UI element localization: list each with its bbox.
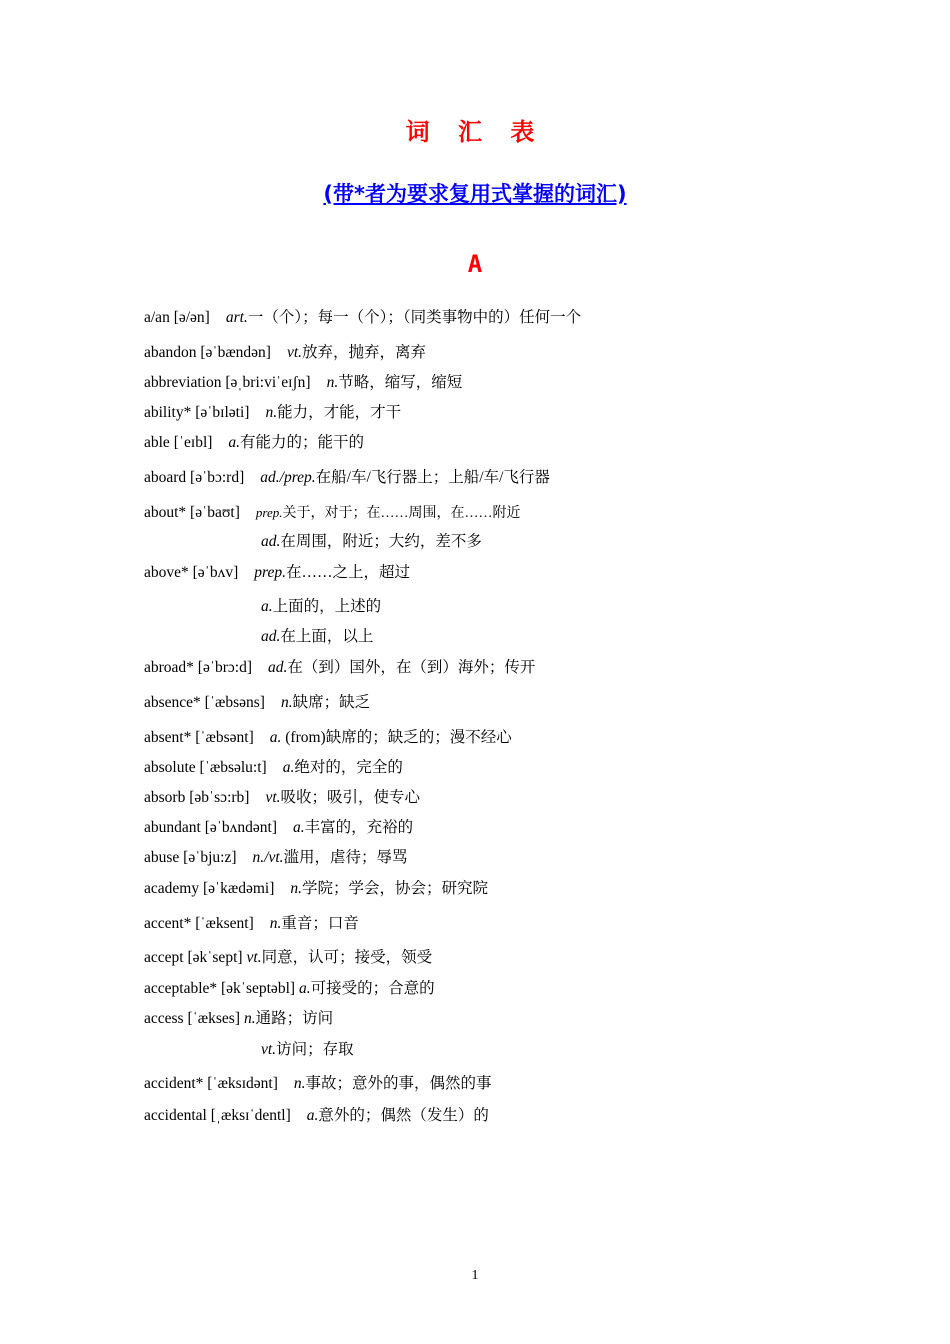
entry-pos: n. xyxy=(243,1010,256,1027)
entry-accept xyxy=(144,948,432,968)
entry-pos: n. xyxy=(280,694,293,711)
entry-pos: a. xyxy=(269,729,282,746)
entry-headword: able [ˈeɪbl] xyxy=(144,434,213,451)
entry-headword: abroad* [əˈbrɔ:d] xyxy=(144,659,253,676)
entry-definition: 丰富的，充裕的 xyxy=(304,819,414,836)
entry-headword: absolute [ˈæbsəlu:t] xyxy=(144,759,267,776)
entry-headword: abbreviation [əˌbri:viˈeɪʃn] xyxy=(144,374,311,391)
entry-pos: a. xyxy=(282,759,295,776)
entry-abandon xyxy=(144,343,426,363)
entry-pos: ad. xyxy=(268,659,288,676)
entry-definition: 事故；意外的事，偶然的事 xyxy=(305,1075,492,1092)
entry-headword: absence* [ˈæbsəns] xyxy=(144,694,265,711)
entry-absent xyxy=(144,728,512,748)
entry-definition: 放弃，抛弃，离弃 xyxy=(302,344,427,361)
entry-about-sense-2 xyxy=(261,532,482,552)
entry-pos: n. xyxy=(293,1075,306,1092)
entry-definition: 缺席；缺乏 xyxy=(292,694,371,711)
entry-pos: a. xyxy=(261,598,273,615)
entry-pos: n. xyxy=(326,374,339,391)
entry-definition: 绝对的，完全的 xyxy=(294,759,403,776)
entry-headword: abuse [əˈbju:z] xyxy=(144,849,237,866)
entry-definition: 在船/车/飞行器上；上船/车/飞行器 xyxy=(315,469,550,486)
entry-headword: ability* [əˈbɪləti] xyxy=(144,404,250,421)
entry-headword: abundant [əˈbʌndənt] xyxy=(144,819,277,836)
entry-access-sense-2 xyxy=(261,1040,354,1060)
entry-abbreviation xyxy=(144,373,462,393)
entry-accidental xyxy=(144,1106,489,1126)
page-subtitle: (带*者为要求复用式掌握的词汇) xyxy=(323,182,627,206)
entry-headword: abandon [əˈbændən] xyxy=(144,344,271,361)
entry-pos: ad./prep. xyxy=(260,469,316,486)
entry-pos: n./vt. xyxy=(252,849,284,866)
entry-access xyxy=(144,1009,333,1029)
entry-headword: absorb [əbˈsɔ:rb] xyxy=(144,789,250,806)
entry-definition: 有能力的；能干的 xyxy=(240,434,365,451)
entry-pos: n. xyxy=(269,915,282,932)
page-title: 词 汇 表 xyxy=(405,118,545,146)
entry-headword: accident* [ˈæksɪdənt] xyxy=(144,1075,278,1092)
entry-absence xyxy=(144,693,370,713)
entry-absorb xyxy=(144,788,420,808)
entry-above xyxy=(144,563,410,583)
entry-acceptable xyxy=(144,979,435,999)
entry-definition: 上面的，上述的 xyxy=(272,598,382,615)
entry-a-an xyxy=(144,308,581,328)
entry-pos: a. xyxy=(306,1107,319,1124)
entry-pos: ad. xyxy=(261,628,281,645)
entry-headword: accidental [ˌæksɪˈdentl] xyxy=(144,1107,291,1124)
entry-definition: 在（到）国外，在（到）海外；传开 xyxy=(287,659,536,676)
entry-definition: 关于，对于；在……周围，在……附近 xyxy=(282,506,521,521)
entry-definition: 学院；学会，协会；研究院 xyxy=(302,880,489,897)
entry-headword: aboard [əˈbɔ:rd] xyxy=(144,469,245,486)
entry-headword: a/an [ə/ən] xyxy=(144,309,210,326)
entry-definition: 在上面，以上 xyxy=(280,628,374,645)
entry-definition: 一（个）；每一（个）；（同类事物中的）任何一个 xyxy=(247,309,582,326)
entry-accident xyxy=(144,1074,492,1094)
entry-able xyxy=(144,433,364,453)
entry-pos: prep. xyxy=(254,564,286,581)
entry-headword: accent* [ˈæksent] xyxy=(144,915,254,932)
entry-pos: vt. xyxy=(265,789,281,806)
entry-absolute xyxy=(144,758,403,778)
entry-abroad xyxy=(144,658,535,678)
entry-definition: 节略，缩写，缩短 xyxy=(338,374,463,391)
entry-definition: 通路；访问 xyxy=(255,1010,334,1027)
entry-above-sense-3 xyxy=(261,627,373,647)
entry-pos: vt. xyxy=(261,1041,277,1058)
entry-pos: vt. xyxy=(286,344,303,361)
entry-definition: 在……之上，超过 xyxy=(285,564,410,581)
entry-definition: 滥用，虐待；辱骂 xyxy=(283,849,408,866)
entry-definition: 在周围，附近；大约，差不多 xyxy=(280,533,482,550)
entry-pos: a. xyxy=(299,980,311,997)
entry-definition: 吸收；吸引，使专心 xyxy=(280,789,421,806)
entry-definition: 同意，认可；接受，领受 xyxy=(261,949,433,966)
entry-about xyxy=(144,503,520,524)
entry-definition: 可接受的；合意的 xyxy=(310,980,435,997)
entry-pos: prep. xyxy=(255,505,283,520)
entry-pos: n. xyxy=(265,404,278,421)
section-letter: A xyxy=(467,250,483,278)
entry-definition: 重音；口音 xyxy=(281,915,359,932)
entry-above-sense-2 xyxy=(261,597,381,617)
entry-academy xyxy=(144,879,488,899)
entry-headword: accept [əkˈsept] xyxy=(144,949,243,966)
entry-headword: above* [əˈbʌv] xyxy=(144,564,239,581)
entry-pos: vt. xyxy=(246,949,262,966)
entry-abundant xyxy=(144,818,413,838)
entry-abuse xyxy=(144,848,408,868)
entry-ability xyxy=(144,403,401,423)
entry-accent xyxy=(144,914,359,934)
entry-pos: art. xyxy=(225,309,248,326)
entry-definition: 能力，才能，才干 xyxy=(277,404,402,421)
entry-headword: about* [əˈbaʊt] xyxy=(144,504,240,521)
entry-definition: 意外的；偶然（发生）的 xyxy=(318,1107,489,1124)
page-number: 1 xyxy=(471,1268,479,1283)
entry-pos: n. xyxy=(290,880,303,897)
entry-headword: acceptable* [əkˈseptəbl] xyxy=(144,980,296,997)
entry-pos: a. xyxy=(228,434,241,451)
entry-headword: access [ˈækses] xyxy=(144,1010,240,1027)
entry-headword: absent* [ˈæbsənt] xyxy=(144,729,254,746)
entry-pos: a. xyxy=(293,819,305,836)
entry-aboard xyxy=(144,468,550,488)
entry-headword: academy [əˈkædəmi] xyxy=(144,880,275,897)
entry-definition: 访问；存取 xyxy=(276,1041,354,1058)
entry-pos: ad. xyxy=(261,533,281,550)
entry-definition: (from)缺席的；缺乏的；漫不经心 xyxy=(281,729,512,746)
